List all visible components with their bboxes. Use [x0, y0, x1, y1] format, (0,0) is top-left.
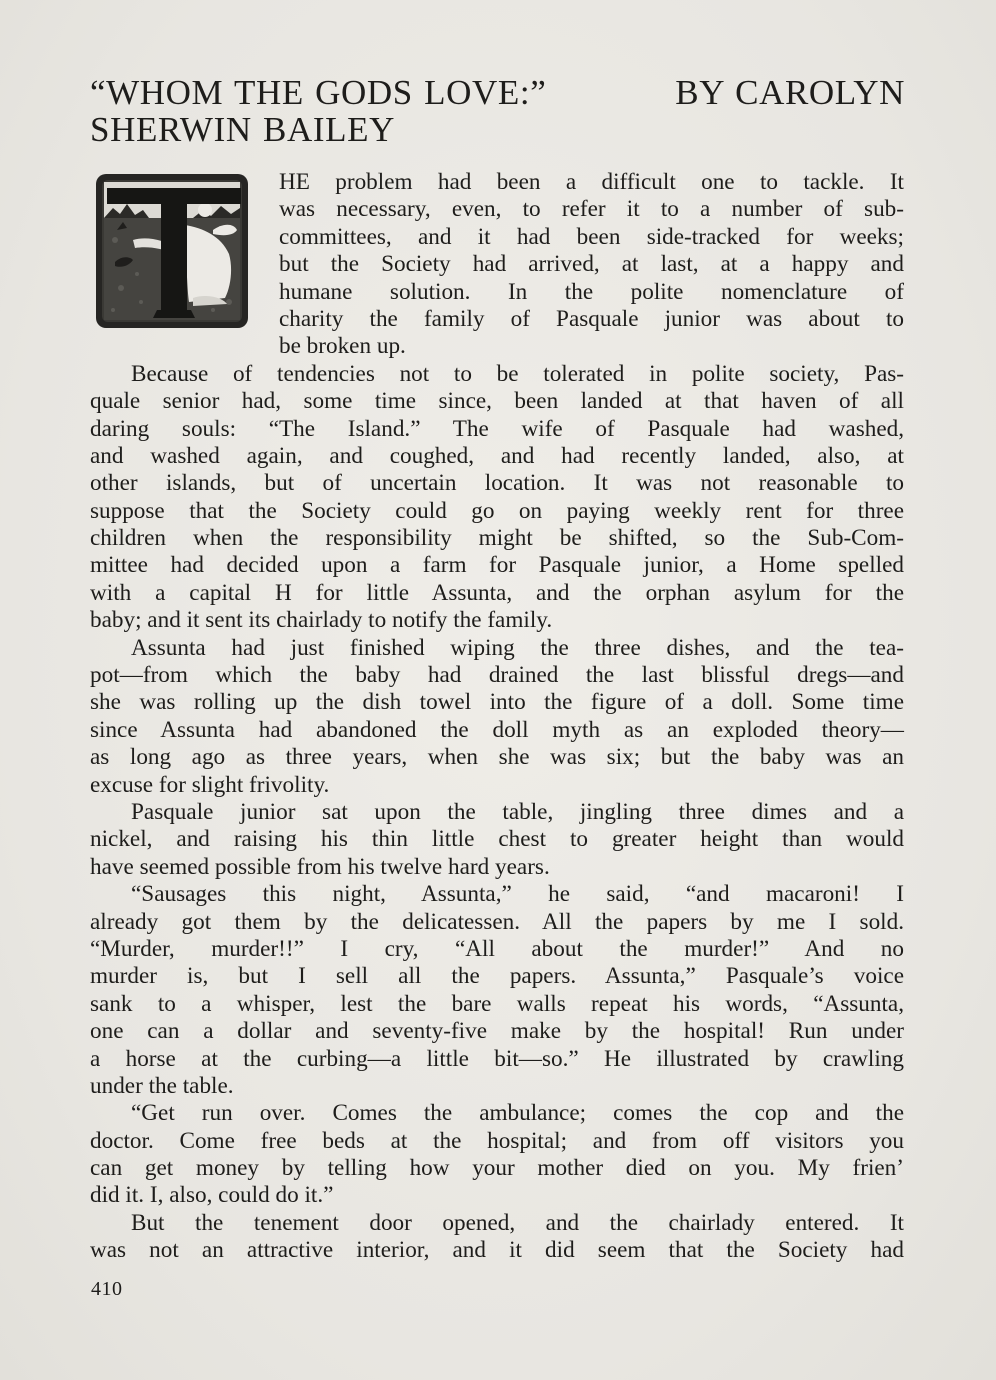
title-line-1: [90, 74, 910, 111]
text-line: Because of tendencies not to be tolerated in polite society, Pas-: [131, 360, 904, 387]
text-line: was not an attractive interior, and it did seem that the Society had: [90, 1237, 904, 1264]
text-line: have seemed possible from his twelve hard years.: [90, 853, 550, 880]
article-title: [90, 74, 910, 148]
text-line: since Assunta had abandoned the doll myth as an exploded theory—: [90, 716, 904, 743]
text-line: other islands, but of uncertain location. It was not reasonable to: [90, 470, 904, 497]
text-line: she was rolling up the dish towel into the figure of a doll. Some time: [90, 689, 904, 716]
title-main: “WHOM THE GODS LOVE:”: [90, 73, 547, 112]
text-line: “Get run over. Comes the ambulance; comes the cop and the: [131, 1100, 904, 1127]
text-line: daring souls: “The Island.” The wife of Pasquale had washed,: [90, 415, 904, 442]
text-line: doctor. Come free beds at the hospital; and from off visitors you: [90, 1127, 904, 1154]
text-line: a horse at the curbing—a little bit—so.” He illustrated by crawling: [90, 1045, 904, 1072]
text-line: “Murder, murder!!” I cry, “All about the murder!” And no: [90, 935, 904, 962]
text-line: sank to a whisper, lest the bare walls repeat his words, “Assunta,: [90, 990, 904, 1017]
text-line: pot—from which the baby had drained the last blissful dregs—and: [90, 662, 904, 689]
article-body: [90, 169, 904, 1265]
page-number: 410: [91, 1278, 123, 1300]
text-line: was necessary, even, to refer it to a number of sub-: [279, 196, 904, 223]
text-line: murder is, but I sell all the papers. Assunta,” Pasquale’s voice: [90, 963, 904, 990]
text-line: children when the responsibility might be shifted, so the Sub-Com-: [90, 525, 904, 552]
text-line: Assunta had just finished wiping the three dishes, and the tea-: [131, 634, 904, 661]
text-line: suppose that the Society could go on paying weekly rent for three: [90, 497, 904, 524]
text-line: one can a dollar and seventy-five make by the hospital! Run under: [90, 1018, 904, 1045]
text-line: but the Society had arrived, at last, at a happy and: [279, 251, 904, 278]
text-line: and washed again, and coughed, and had recently landed, also, at: [90, 442, 904, 469]
text-line: mittee had decided upon a farm for Pasquale junior, a Home spelled: [90, 552, 904, 579]
text-line: HE problem had been a difficult one to tackle. It: [279, 169, 904, 195]
text-line: baby; and it sent its chairlady to notify the family.: [90, 607, 553, 634]
text-line: be broken up.: [279, 333, 406, 360]
text-line: Pasquale junior sat upon the table, jingling three dimes and a: [131, 798, 904, 825]
title-line-2: SHERWIN BAILEY: [90, 110, 395, 149]
text-line: did it. I, also, could do it.”: [90, 1182, 334, 1209]
text-line: nickel, and raising his thin little chest to greater height than would: [90, 826, 904, 853]
text-line: “Sausages this night, Assunta,” he said, “and macaroni! I: [131, 881, 904, 908]
text-line: charity the family of Pasquale junior was about to: [279, 305, 904, 332]
text-line: already got them by the delicatessen. All the papers by me I sold.: [90, 908, 904, 935]
text-line: committees, and it had been side-tracked for weeks;: [279, 223, 904, 250]
text-line: with a capital H for little Assunta, and the orphan asylum for the: [90, 579, 904, 606]
text-line: quale senior had, some time since, been landed at that haven of all: [90, 388, 904, 415]
text-line: as long ago as three years, when she was six; but the baby was an: [90, 744, 904, 771]
text-line: under the table.: [90, 1072, 234, 1099]
text-line: can get money by telling how your mother died on you. My frien’: [90, 1155, 904, 1182]
text-line: excuse for slight frivolity.: [90, 771, 330, 798]
text-line: humane solution. In the polite nomenclature of: [279, 278, 904, 305]
text-line: But the tenement door opened, and the chairlady entered. It: [131, 1209, 904, 1236]
title-byline-start: BY CAROLYN: [675, 73, 905, 112]
